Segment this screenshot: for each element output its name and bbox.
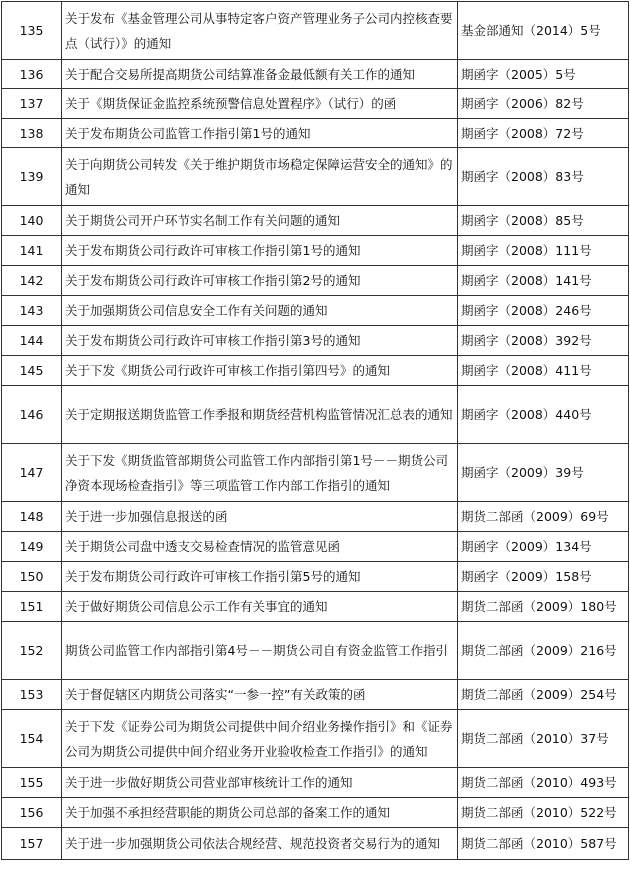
table-row [2,119,629,148]
row-number: 151 [2,592,62,622]
row-title: 关于加强期货公司信息安全工作有关问题的通知 [62,296,458,326]
table-row [2,622,629,680]
row-title: 关于进一步加强信息报送的函 [62,502,458,532]
row-number: 153 [2,680,62,710]
table-row [2,680,629,710]
row-number: 143 [2,296,62,326]
row-doc-number: 期函字（2008）440号 [458,386,629,444]
row-doc-number: 期货二部函（2009）180号 [458,592,629,622]
table-row [2,148,629,206]
table-row [2,828,629,860]
table-row [2,798,629,828]
table-row [2,386,629,444]
row-number: 142 [2,266,62,296]
row-doc-number: 期货二部函（2010）493号 [458,768,629,798]
row-number: 154 [2,710,62,768]
table-row [2,326,629,356]
table-row [2,2,629,60]
row-title: 关于期货公司盘中透支交易检查情况的监管意见函 [62,532,458,562]
row-title: 关于下发《期货公司行政许可审核工作指引第四号》的通知 [62,356,458,386]
row-number: 152 [2,622,62,680]
table-row [2,236,629,266]
row-doc-number: 期函字（2008）392号 [458,326,629,356]
row-number: 140 [2,206,62,236]
row-title: 关于进一步做好期货公司营业部审核统计工作的通知 [62,768,458,798]
table-body [2,2,629,860]
row-doc-number: 期货二部函（2009）254号 [458,680,629,710]
table-row [2,266,629,296]
row-title: 关于督促辖区内期货公司落实“一参一控”有关政策的函 [62,680,458,710]
row-number: 147 [2,444,62,502]
row-title: 关于下发《证券公司为期货公司提供中间介绍业务操作指引》和《证券公司为期货公司提供中间介绍业务开业验收检查工作指引》的通知 [62,710,458,768]
table-row [2,444,629,502]
row-title: 关于发布期货公司监管工作指引第1号的通知 [62,119,458,148]
table-row [2,296,629,326]
row-number: 155 [2,768,62,798]
row-doc-number: 期函字（2008）85号 [458,206,629,236]
row-doc-number: 期函字（2008）411号 [458,356,629,386]
row-title: 关于做好期货公司信息公示工作有关事宜的通知 [62,592,458,622]
row-title: 关于加强不承担经营职能的期货公司总部的备案工作的通知 [62,798,458,828]
row-doc-number: 期函字（2008）83号 [458,148,629,206]
row-doc-number: 期函字（2008）72号 [458,119,629,148]
row-title: 关于发布期货公司行政许可审核工作指引第2号的通知 [62,266,458,296]
row-number: 148 [2,502,62,532]
table-row [2,592,629,622]
row-number: 145 [2,356,62,386]
row-number: 141 [2,236,62,266]
row-title: 关于《期货保证金监控系统预警信息处置程序》（试行）的函 [62,89,458,119]
row-doc-number: 期函字（2005）5号 [458,60,629,89]
row-doc-number: 期货二部函（2009）69号 [458,502,629,532]
table-row [2,89,629,119]
row-number: 150 [2,562,62,592]
table-row [2,710,629,768]
row-title: 关于下发《期货监管部期货公司监管工作内部指引第1号－－期货公司净资本现场检查指引》等三项监管工作内部工作指引的通知 [62,444,458,502]
row-title: 关于期货公司开户环节实名制工作有关问题的通知 [62,206,458,236]
row-doc-number: 期函字（2008）111号 [458,236,629,266]
row-number: 144 [2,326,62,356]
row-title: 关于向期货公司转发《关于维护期货市场稳定保障运营安全的通知》的通知 [62,148,458,206]
row-number: 138 [2,119,62,148]
row-title: 关于发布期货公司行政许可审核工作指引第3号的通知 [62,326,458,356]
table-row [2,60,629,89]
row-doc-number: 期货二部函（2010）522号 [458,798,629,828]
row-title: 关于发布期货公司行政许可审核工作指引第1号的通知 [62,236,458,266]
row-number: 137 [2,89,62,119]
row-number: 139 [2,148,62,206]
row-doc-number: 期函字（2009）158号 [458,562,629,592]
row-number: 135 [2,2,62,60]
row-number: 156 [2,798,62,828]
row-title: 关于进一步加强期货公司依法合规经营、规范投资者交易行为的通知 [62,828,458,860]
row-number: 146 [2,386,62,444]
row-doc-number: 期货二部函（2009）216号 [458,622,629,680]
row-doc-number: 期货二部函（2010）37号 [458,710,629,768]
row-title: 关于定期报送期货监管工作季报和期货经营机构监管情况汇总表的通知 [62,386,458,444]
row-number: 149 [2,532,62,562]
row-title: 期货公司监管工作内部指引第4号－－期货公司自有资金监管工作指引 [62,622,458,680]
row-title: 关于发布期货公司行政许可审核工作指引第5号的通知 [62,562,458,592]
row-number: 136 [2,60,62,89]
row-doc-number: 期函字（2009）39号 [458,444,629,502]
row-doc-number: 期函字（2008）246号 [458,296,629,326]
row-doc-number: 期函字（2006）82号 [458,89,629,119]
regulation-table [1,1,629,860]
row-number: 157 [2,828,62,860]
table-row [2,206,629,236]
row-doc-number: 期函字（2009）134号 [458,532,629,562]
table-row [2,532,629,562]
row-doc-number: 期函字（2008）141号 [458,266,629,296]
row-doc-number: 基金部通知（2014）5号 [458,2,629,60]
table-row [2,768,629,798]
row-title: 关于配合交易所提高期货公司结算准备金最低额有关工作的通知 [62,60,458,89]
table-row [2,502,629,532]
table-row [2,356,629,386]
row-title: 关于发布《基金管理公司从事特定客户资产管理业务子公司内控核查要点（试行）》的通知 [62,2,458,60]
table-row [2,562,629,592]
row-doc-number: 期货二部函（2010）587号 [458,828,629,860]
